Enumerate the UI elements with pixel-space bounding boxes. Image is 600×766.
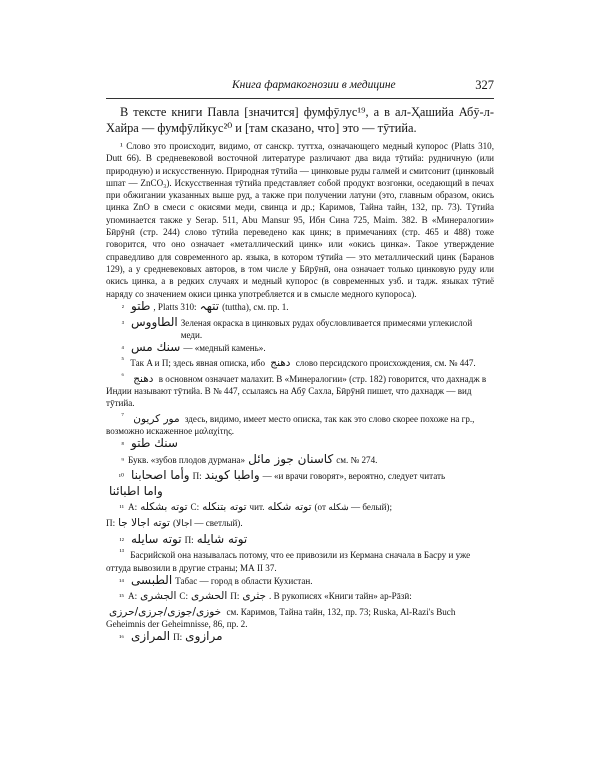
footnote-9: ⁹ Букв. «зубов плодов дурмана» كاسنان جوز مائل см. № 274.	[121, 452, 378, 467]
footnote-7: ⁷ مور كريون здесь, видимо, имеет место описка, так как это слово скорее похоже на гр., возможно искаженное μαλαχίτης.	[106, 410, 475, 436]
footnote-11-cont: П: توته اجالا جا (اجالا — светлый).	[106, 517, 243, 530]
footnote-16: ¹⁶ المرازى П: مرازوى	[119, 629, 223, 644]
footnote-10-cont: واما اطبائنا	[109, 484, 163, 499]
page-body	[106, 104, 494, 646]
footnote-15-cont: خوزى/جوزى/جرزى/حرزى см. Каримов, Тайна тайн, 132, пр. 73; Ruska, Al-Razi's Buch Geheimnis der Geheimnisse, 86, пр. 2.	[106, 605, 456, 630]
footnote-4: ⁴ سنك مس — «медный камень».	[121, 340, 266, 355]
footnote-6: ⁶ دهنج в основном означает малахит. В «Минералогии» (стр. 182) говорится, что дахнадж в Индии называют тӯтийа. В № 447, ссылаясь на Абӯ Сахла, Бӣрӯнӣ пишет, что дахнадж — вид тӯтийа.	[106, 370, 487, 409]
running-header	[106, 76, 494, 99]
running-title: Книга фармакогнозии в медицине	[232, 79, 396, 91]
footnote-5: ⁵ Так A и П; здесь явная описка, ибо دهنج слово персидского происхождения, см. № 447.	[121, 355, 476, 370]
footnote-15: ¹⁵ A: الجشرى C: الحشرى П: جثرى . В рукописях «Книги тайн» ар-Рāзӣ:	[119, 589, 412, 602]
footnote-10: ¹⁰ وأما اصحابنا П: واطبا كويند — «и врачи говорят», вероятно, следует читать	[118, 468, 446, 483]
page-number: 327	[475, 78, 494, 92]
footnote-12: ¹² توته سايله П: توته شايله	[119, 532, 248, 547]
footnote-14: ¹⁴ الطبسى Табас — город в области Кухистан.	[119, 572, 313, 587]
footnote-2: ² طتو , Platts 310: تتهہ (tuttha), см. пр. 1.	[121, 298, 289, 313]
main-paragraph: В тексте книги Павла [значится] фумфӯлус¹⁹, а в ал-Ҳашийа Абӯ-л-Хайра — фумфӯлйкус²⁰ и [там сказано, что] это — тӯтийа.	[106, 105, 494, 135]
footnote-11: ¹¹ A: توته بشكله C: توته بتنكله чит. توته شكله (от شكله — белый);	[119, 501, 392, 514]
footnote-13: ¹³ Басрийской она называлась потому, что ее привозили из Кермана сначала в Басру и уже оттуда вывозили в другие страны; МА II 37.	[106, 547, 471, 573]
footnote-3: ³ الطاووس Зеленая окраска в цинковых рудах обусловливается примесями углекислой меди.	[121, 314, 473, 341]
footnote-1: ¹ Слово это происходит, видимо, от санскр. туттха, означающего медный купорос (Platts 310, Dutt 66). В средневековой восточной литературе различают два вида тӯтийа: рудничную (или природную) и искусственную. Природная тӯтийа — цинковые руды галмей и смитсонит (цинковый шпат — ZnCO₃). Искусственная тӯтийа представляет собой продукт возгонки, оседающий в печах при обжигании указанных выше руд, а также при получении латуни (это, главным образом, окись цинка ZnO в смеси с окисями меди, свинца и др.; Каримов, Тайна тайн, 132, пр. 73). Тӯтийа упоминается также у Serap. 511, Abu Mansur 95, Ибн Сина 725, Maim. 382. В «Минералогии» Бӣрӯнӣ (стр. 244) слово тӯтийа переведено как цинк; в примечаниях (стр. 465 и 488) тоже говорится, что оно означает «металлический цинк» или «окись цинка». Такое утверждение справедливо для современного ар. языка, в котором тӯтийа — это металлический цинк (Баранов 129), а у средневековых авторов, в том числе у Бӣрӯнӣ, она означает только цинковую руду или окись цинка, а в редких случаях и медный купорос (в современных узб. и тадж. языках тӯтиё наряду со значением окиси цинка употребляется и в смысле медного купороса).	[106, 141, 494, 299]
footnote-8: ⁸ سنك طتو	[121, 436, 178, 451]
